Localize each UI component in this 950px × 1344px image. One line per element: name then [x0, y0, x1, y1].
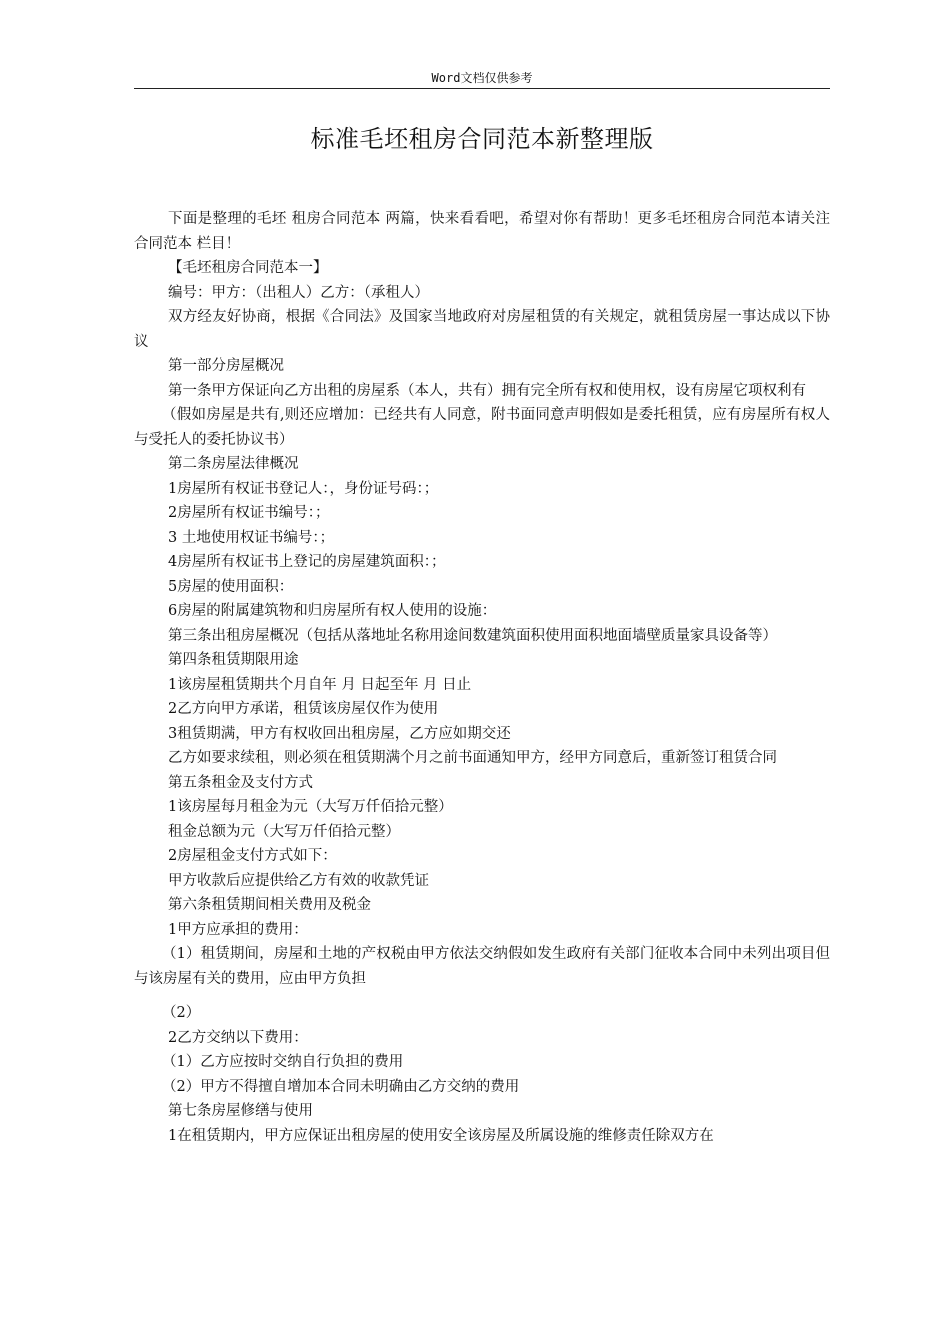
- paragraph: 甲方收款后应提供给乙方有效的收款凭证: [168, 872, 429, 889]
- section-heading: 【毛坯租房合同范本一】: [168, 260, 328, 276]
- article: 第三条出租房屋概况（包括从落地址名称用途间数建筑面积使用面积地面墙壁质量家具设备等）: [168, 627, 777, 644]
- document-body: [134, 207, 830, 1148]
- sub-item: （2）: [162, 1005, 201, 1021]
- list-item: 1甲方应承担的费用：: [168, 921, 308, 938]
- sub-item: （2）甲方不得擅自增加本合同未明确由乙方交纳的费用: [162, 1078, 520, 1095]
- list-item: 1在租赁期内，甲方应保证出租房屋的使用安全该房屋及所属设施的维修责任除双方在: [168, 1127, 714, 1144]
- header-divider: [134, 88, 830, 89]
- sub-item: （1）租赁期间，房屋和土地的产权税由甲方依法交纳假如发生政府有关部门征收本合同中未列出项目但与该房屋有关的费用，应由甲方负担: [134, 946, 830, 987]
- article: 第一条甲方保证向乙方出租的房屋系（本人，共有）拥有完全所有权和使用权，设有房屋它项权利有: [168, 382, 806, 399]
- list-item: 5房屋的使用面积：: [168, 578, 294, 595]
- list-item: 3 土地使用权证书编号：；: [168, 529, 335, 546]
- paragraph: 乙方如要求续租，则必须在租赁期满个月之前书面通知甲方，经甲方同意后，重新签订租赁合同: [168, 750, 777, 766]
- list-item: 1房屋所有权证书登记人：，身份证号码：；: [168, 480, 439, 497]
- list-item: 3租赁期满，甲方有权收回出租房屋，乙方应如期交还: [168, 725, 511, 742]
- list-item: 2房屋所有权证书编号：；: [168, 505, 330, 521]
- list-item: 2乙方交纳以下费用：: [168, 1029, 308, 1046]
- part-heading: 第一部分房屋概况: [168, 358, 284, 374]
- article: 第四条租赁期限用途: [168, 652, 299, 668]
- list-item: 1该房屋租赁期共个月自年 月 日起至年 月 日止: [168, 676, 472, 693]
- list-item: 2乙方向甲方承诺，租赁该房屋仅作为使用: [168, 701, 439, 717]
- intro-paragraph: 下面是整理的毛坯 租房合同范本 两篇，快来看看吧，希望对你有帮助！更多毛坯租房合同范本请关注 合同范本 栏目！: [134, 211, 830, 252]
- document-title: 标准毛坯租房合同范本新整理版: [310, 125, 654, 153]
- paragraph: 双方经友好协商，根据《合同法》及国家当地政府对房屋租赁的有关规定，就租赁房屋一事达成以下协议: [134, 309, 830, 350]
- list-item: 6房屋的附属建筑物和归房屋所有权人使用的设施：: [168, 603, 497, 619]
- list-item: 2房屋租金支付方式如下：: [168, 848, 337, 864]
- article: 第五条租金及支付方式: [168, 774, 313, 791]
- list-item: 1该房屋每月租金为元（大写万仟佰拾元整）: [168, 799, 453, 815]
- paragraph: （假如房屋是共有,则还应增加：已经共有人同意，附书面同意声明假如是委托租赁，应有房屋所有权人与受托人的委托协议书）: [134, 407, 830, 448]
- paragraph: 编号：甲方：（出租人）乙方：（承租人）: [168, 284, 429, 301]
- list-item: 4房屋所有权证书上登记的房屋建筑面积：；: [168, 554, 446, 570]
- article: 第六条租赁期间相关费用及税金: [168, 897, 371, 913]
- article: 第七条房屋修缮与使用: [168, 1103, 313, 1119]
- paragraph: 租金总额为元（大写万仟佰拾元整）: [168, 823, 400, 840]
- page-header: Word文档仅供参考: [431, 71, 533, 85]
- article: 第二条房屋法律概况: [168, 456, 299, 472]
- sub-item: （1）乙方应按时交纳自行负担的费用: [162, 1054, 404, 1070]
